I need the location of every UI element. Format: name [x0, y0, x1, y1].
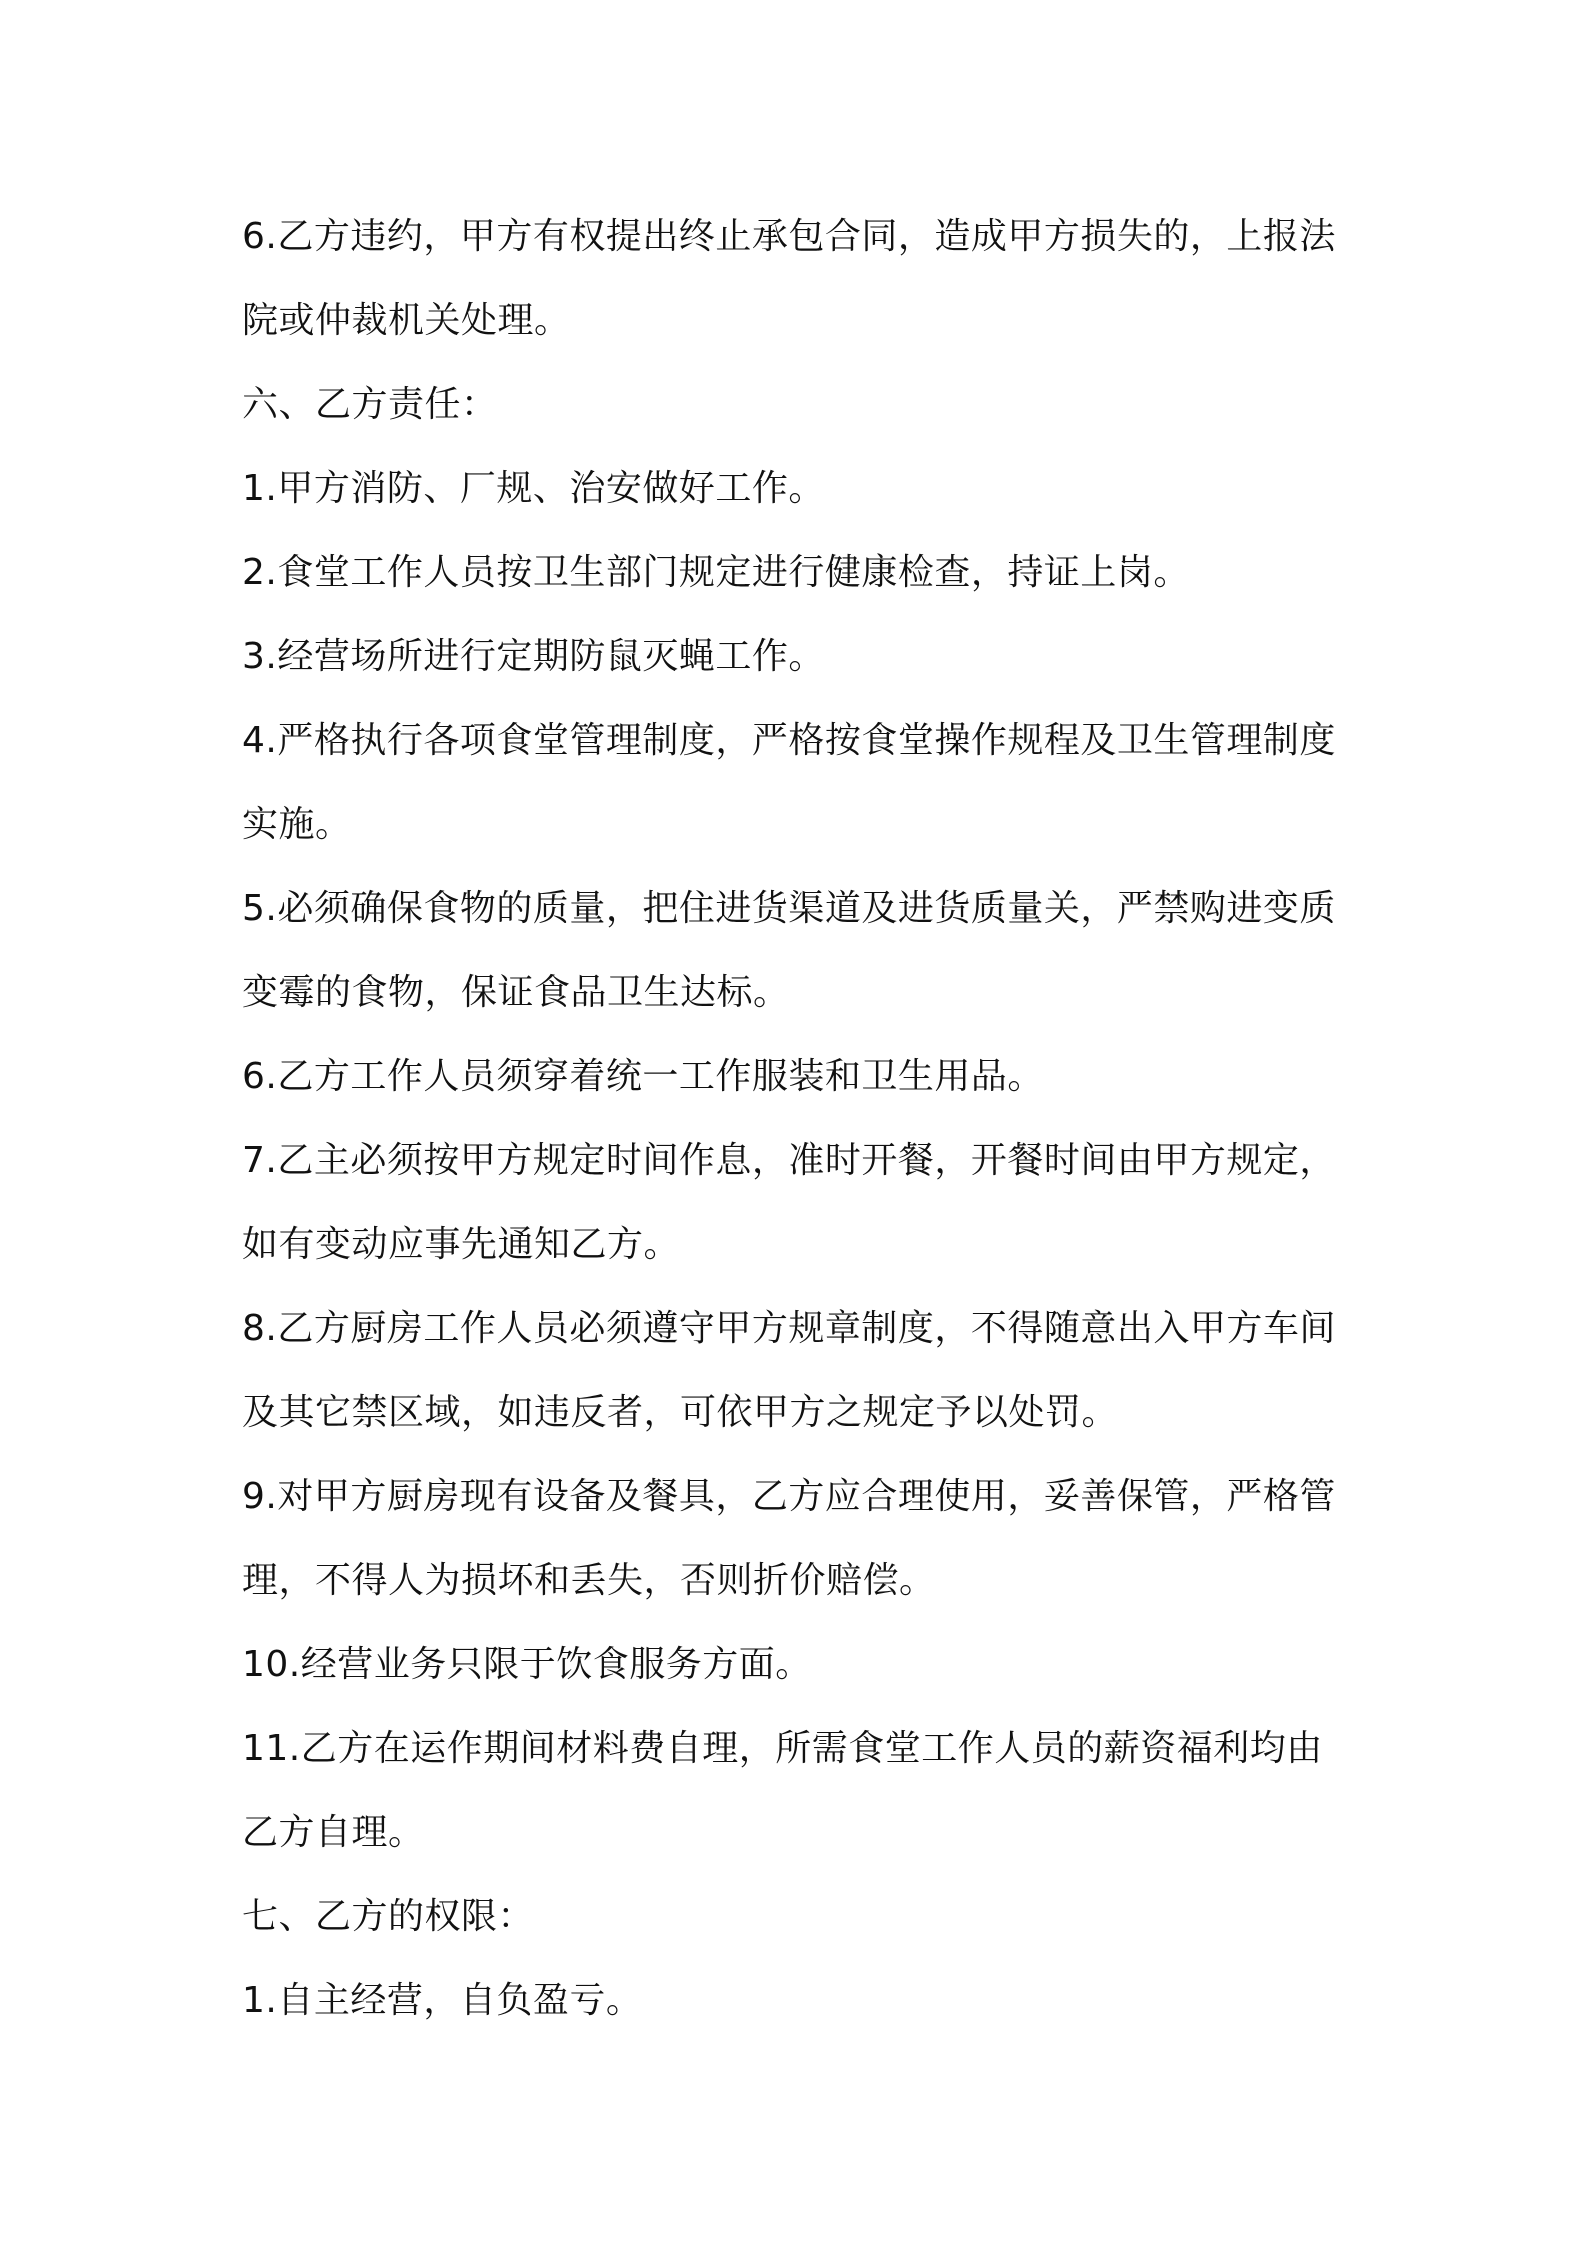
text-line: 8.乙方厨房工作人员必须遵守甲方规章制度，不得随意出入甲方车间: [242, 1308, 1336, 1349]
text-line: 乙方自理。: [242, 1812, 425, 1853]
text-line: 2.食堂工作人员按卫生部门规定进行健康检查，持证上岗。: [242, 552, 1190, 593]
text-line: 5.必须确保食物的质量，把住进货渠道及进货质量关，严禁购进变质: [242, 888, 1336, 929]
text-line: 6.乙方违约，甲方有权提出终止承包合同，造成甲方损失的，上报法: [242, 216, 1336, 257]
text-line: 1.自主经营，自负盈亏。: [242, 1980, 643, 2021]
text-line: 7.乙主必须按甲方规定时间作息，准时开餐，开餐时间由甲方规定，: [242, 1140, 1336, 1181]
text-line: 9.对甲方厨房现有设备及餐具，乙方应合理使用，妥善保管，严格管: [242, 1476, 1336, 1517]
text-line: 3.经营场所进行定期防鼠灭蝇工作。: [242, 636, 825, 677]
text-line: 如有变动应事先通知乙方。: [242, 1224, 681, 1265]
section-heading: 六、乙方责任：: [242, 384, 498, 425]
text-line: 6.乙方工作人员须穿着统一工作服装和卫生用品。: [242, 1056, 1044, 1097]
text-line: 及其它禁区域，如违反者，可依甲方之规定予以处罚。: [242, 1392, 1119, 1433]
text-line: 实施。: [242, 804, 352, 845]
document-body: [242, 195, 1362, 2043]
text-line: 10.经营业务只限于饮食服务方面。: [242, 1644, 812, 1685]
text-line: 变霉的食物，保证食品卫生达标。: [242, 972, 790, 1013]
text-line: 理，不得人为损坏和丢失，否则折价赔偿。: [242, 1560, 936, 1601]
text-line: 11.乙方在运作期间材料费自理，所需食堂工作人员的薪资福利均由: [242, 1728, 1323, 1769]
text-line: 1.甲方消防、厂规、治安做好工作。: [242, 468, 825, 509]
text-line: 院或仲裁机关处理。: [242, 300, 571, 341]
text-line: 4.严格执行各项食堂管理制度，严格按食堂操作规程及卫生管理制度: [242, 720, 1336, 761]
section-heading: 七、乙方的权限：: [242, 1896, 535, 1937]
